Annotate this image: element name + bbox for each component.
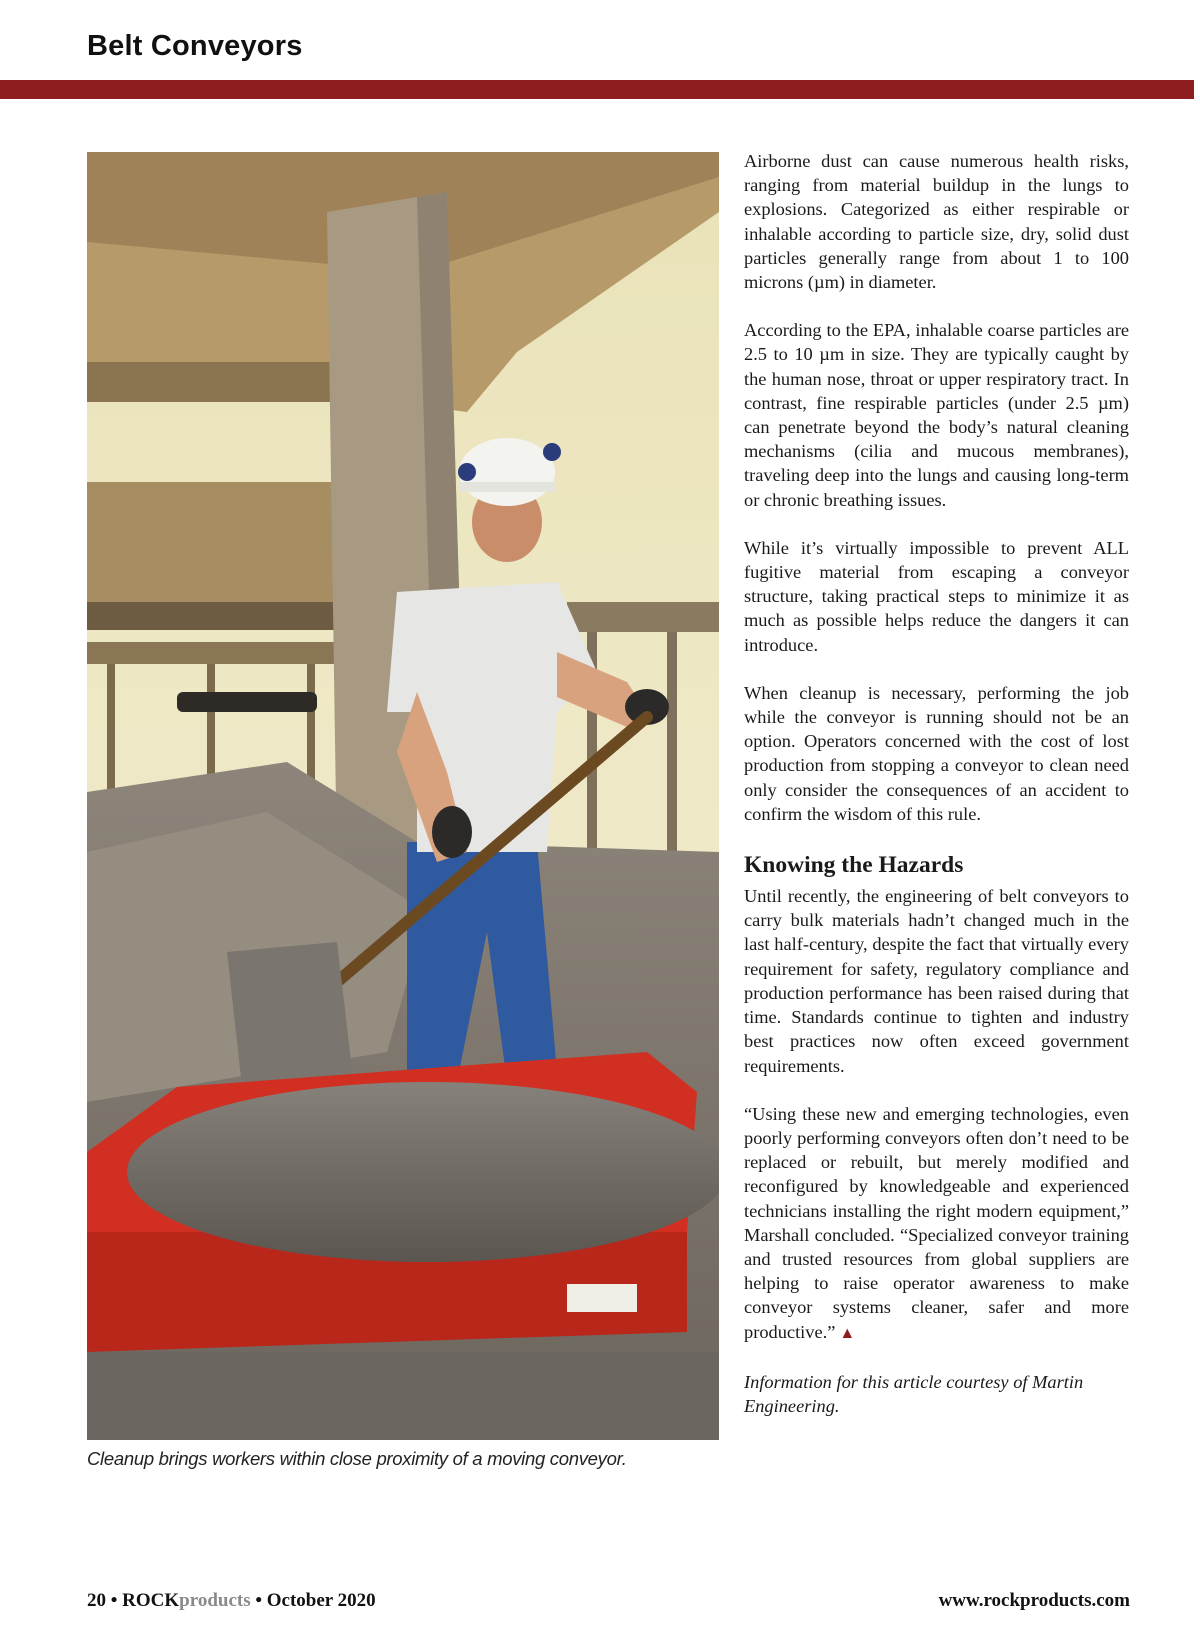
article-body: [744, 149, 1129, 1442]
footer-website: www.rockproducts.com: [938, 1590, 1130, 1611]
photo-caption: Cleanup brings workers within close proximity of a moving conveyor.: [87, 1448, 627, 1469]
page-number: 20: [87, 1590, 106, 1611]
issue-date: October 2020: [266, 1590, 376, 1611]
footer-separator: •: [106, 1590, 123, 1611]
paragraph-6-text: “Using these new and emerging technologies, even poorly performing conveyors often don’t need to be replaced or rebuilt, but merely modified and reconfigured by knowledgeable and experienced technicians installing the right modern equipment,” Marshall concluded. “Specialized conveyor training and trusted resources from global suppliers are helping to raise operator awareness to make conveyor systems cleaner, safer and more productive.”: [744, 1103, 1129, 1342]
paragraph-4: When cleanup is necessary, performing the job while the conveyor is running should not be an option. Operators concerned with the cost of lost production from stopping a conveyor to clean need only consider the consequences of an accident to confirm the wisdom of this rule.: [744, 682, 1129, 824]
article-photo: [87, 152, 719, 1440]
end-mark-icon: ▲: [839, 1324, 856, 1342]
paragraph-2: According to the EPA, inhalable coarse particles are 2.5 to 10 µm in size. They are typically caught by the human nose, throat or upper respiratory tract. In contrast, fine respirable particles (under 2.5 µm) can penetrate beyond the body’s natural cleaning mechanisms (cilia and mucous membranes), traveling deep into the lungs and causing long-term or chronic breathing issues.: [744, 320, 1129, 510]
footer-separator: •: [250, 1590, 267, 1611]
paragraph-6: [744, 1102, 1129, 1346]
section-title: Belt Conveyors: [87, 30, 303, 62]
paragraph-3: While it’s virtually impossible to prevent ALL fugitive material from escaping a conveyor structure, taking practical steps to minimize it as much as possible helps reduce the dangers it can introduce.: [744, 537, 1129, 655]
brand-products: products: [179, 1590, 251, 1611]
footer-folio: [87, 1590, 376, 1612]
article-credit: Information for this article courtesy of Martin Engineering.: [744, 1371, 1084, 1416]
subheading: Knowing the Hazards: [744, 852, 964, 879]
brand-rock: ROCK: [122, 1590, 180, 1611]
header-rule: [0, 80, 1194, 99]
paragraph-1: Airborne dust can cause numerous health risks, ranging from material buildup in the lungs to explosions. Categorized as either respirable or inhalable according to particle size, dry, solid dust particles generally range from about 1 to 100 microns (µm) in diameter.: [744, 151, 1129, 293]
paragraph-5: Until recently, the engineering of belt conveyors to carry bulk materials hadn’t changed much in the last half-century, despite the fact that virtually every requirement for safety, regulatory compliance and production performance has been raised during that time. Standards continue to tighten and industry best practices now often exceed government requirements.: [744, 886, 1129, 1076]
